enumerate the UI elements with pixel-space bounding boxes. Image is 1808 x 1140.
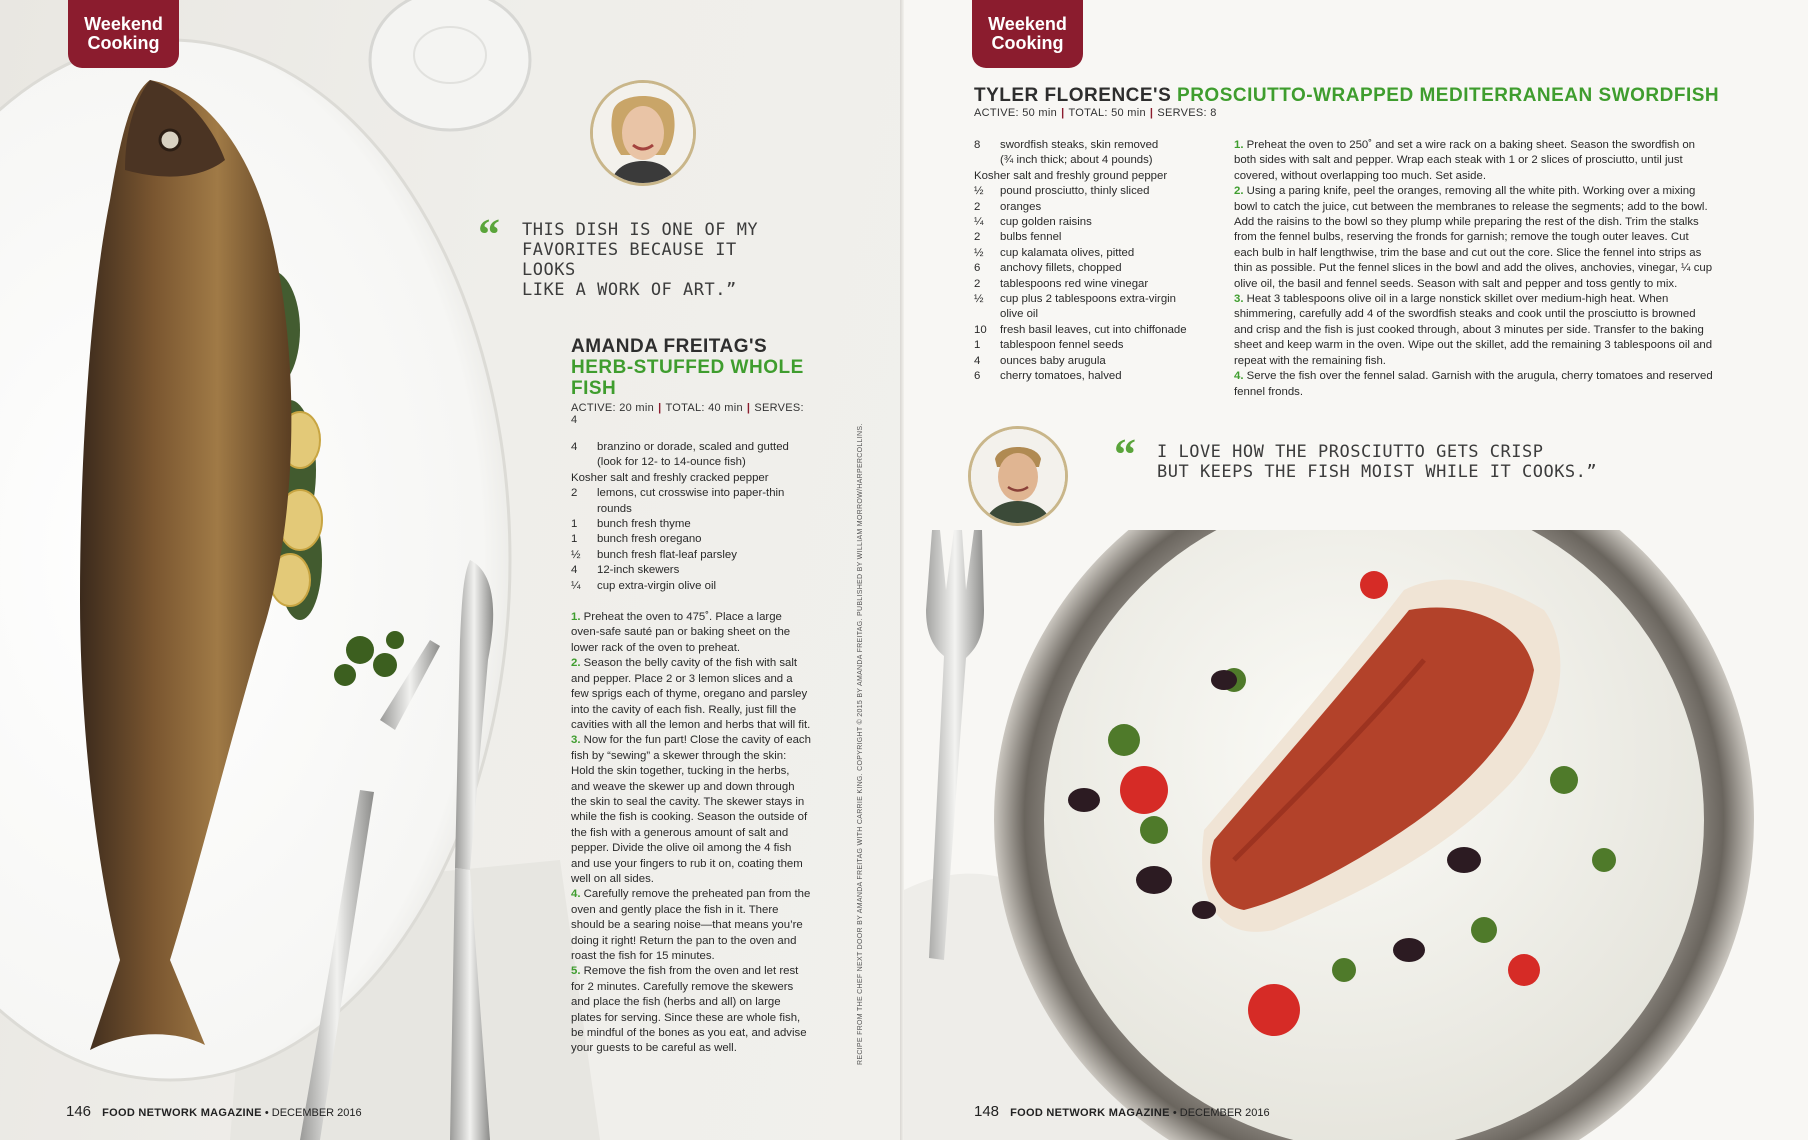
ingredient-quantity: 4 [974,354,981,367]
ingredient-quantity: 1 [571,518,578,531]
ingredient-text: rounds [597,502,632,515]
ingredient-quantity: 2 [571,487,578,500]
ingredient-quantity: 1 [974,339,981,352]
quote-line: THIS DISH IS ONE OF MY [522,220,759,240]
ingredient-quantity: ¼ [571,579,581,592]
meta-total: TOTAL: 40 min [665,402,743,414]
ingredient-item [974,338,1214,353]
section-tab-line1: Weekend [988,14,1067,34]
section-tab [68,0,179,68]
method-step [571,733,811,887]
ingredient-text: cherry tomatoes, halved [1000,370,1122,383]
ingredient-text: lemons, cut crosswise into paper-thin [597,487,785,500]
page-footer [974,1103,1270,1120]
ingredient-text: 12-inch skewers [597,564,680,577]
method-steps [1234,138,1714,400]
chef-headshot-tyler [968,426,1068,526]
quote-line: I LOVE HOW THE PROSCIUTTO GETS CRISP [1157,442,1544,462]
section-tab-line1: Weekend [84,14,163,34]
ingredient-item [974,323,1214,338]
step-number: 3. [571,734,584,747]
step-text: Heat 3 tablespoons olive oil in a large nonstick skillet over medium-high heat. When shimmering, carefully add 4 of the swordfish steaks and cook until the prosciutto is browned and crisp and the fish is just cooked through, about 3 minutes per side. Transfer to the baking sheet and keep warm in the oven. Wipe out the skillet, add the remaining 3 tablespoons oil and repeat with the remaining fish. [1234,293,1713,367]
chef-headshot-amanda [590,80,696,186]
ingredient-text: tablespoons red wine vinegar [1000,277,1149,290]
ingredient-quantity [974,307,1000,322]
ingredient-quantity: 2 [974,277,981,290]
ingredient-text: ounces baby arugula [1000,354,1106,367]
ingredient-item [974,153,1214,168]
ingredient-item [974,215,1214,230]
ingredient-text: fresh basil leaves, cut into chiffonade [1000,323,1187,336]
quote-line: LIKE A WORK OF ART.” [522,280,737,300]
ingredient-item [571,579,811,594]
ingredient-list [571,440,811,594]
ingredient-item [571,563,811,578]
ingredient-quantity: 2 [974,231,981,244]
ingredient-item [571,440,811,455]
ingredient-item [571,502,811,517]
method-step [1234,184,1714,292]
ingredient-quantity: ¼ [974,216,984,229]
ingredient-text: Kosher salt and freshly ground pepper [974,169,1168,182]
method-steps [571,610,811,1057]
step-number: 4. [1234,370,1247,383]
step-number: 1. [1234,139,1247,151]
ingredient-quantity [571,502,597,517]
step-text: Serve the fish over the fennel salad. Garnish with the arugula, cherry tomatoes and reserved fennel fronds. [1234,370,1713,398]
magazine-name: FOOD NETWORK MAGAZINE [1010,1107,1170,1119]
ingredient-quantity: 10 [974,323,987,336]
ingredient-item [974,307,1214,322]
page-footer [66,1103,362,1120]
ingredient-item [571,532,811,547]
ingredient-quantity [571,455,597,470]
step-number: 2. [1234,185,1247,198]
ingredient-item [571,471,811,486]
ingredient-item [974,292,1214,307]
recipe-header [974,85,1774,119]
pull-quote [1157,442,1677,482]
ingredient-text: oranges [1000,200,1042,213]
recipe-credit: RECIPE FROM THE CHEF NEXT DOOR BY AMANDA FREITAG WITH CARRIE KING. COPYRIGHT © 2015 BY AMANDA FREITAG. PUBLISHED BY WILLIAM MORROW/HARPERCOLLINS. [857,423,864,1065]
ingredient-item [571,486,811,501]
step-text: Carefully remove the preheated pan from the oven and gently place the fish in it. There should be a searing noise—that means you’re doing it right! Return the pan to the oven and roast the fish for 15 minutes. [571,888,811,962]
recipe-name: PROSCIUTTO-WRAPPED MEDITERRANEAN SWORDFISH [1177,85,1720,106]
issue-date: • DECEMBER 2016 [264,1107,362,1119]
ingredient-text: bulbs fennel [1000,231,1062,244]
ingredient-list [974,138,1214,385]
ingredient-text: branzino or dorade, scaled and gutted [597,441,789,453]
ingredient-text: cup extra-virgin olive oil [597,579,717,592]
step-number: 1. [571,611,584,624]
ingredient-quantity: 8 [974,139,981,151]
ingredient-text: cup golden raisins [1000,216,1092,229]
right-page [904,0,1808,1140]
ingredient-text: pound prosciutto, thinly sliced [1000,185,1150,198]
ingredient-text: bunch fresh flat-leaf parsley [597,548,737,561]
ingredient-item [571,455,811,470]
ingredient-item [974,277,1214,292]
swordfish-plate-photo [904,530,1808,1140]
ingredient-quantity: 4 [571,441,578,453]
step-number: 4. [571,888,584,901]
ingredient-text: bunch fresh thyme [597,518,691,531]
step-text: Preheat the oven to 475˚. Place a large oven-safe sauté pan or baking sheet on the lower rack of the oven to preheat. [571,611,791,654]
method-step [571,964,811,1056]
ingredient-quantity: ½ [974,293,984,306]
quote-mark-icon: “ [1114,430,1136,479]
method-step [571,610,811,656]
ingredient-item [974,246,1214,261]
quote-line: BUT KEEPS THE FISH MOIST WHILE IT COOKS.” [1157,462,1598,482]
ingredient-quantity: 2 [974,200,981,213]
ingredient-item [974,261,1214,276]
ingredient-text: cup plus 2 tablespoons extra-virgin [1000,293,1177,306]
meta-total: TOTAL: 50 min [1068,107,1146,119]
ingredient-text: Kosher salt and freshly cracked pepper [571,471,769,484]
ingredient-text: bunch fresh oregano [597,533,702,546]
ingredient-item [571,517,811,532]
ingredient-quantity: 4 [571,564,578,577]
page-number: 146 [66,1103,92,1120]
ingredient-text: (look for 12- to 14-ounce fish) [597,456,746,469]
section-tab-line2: Cooking [991,33,1064,53]
recipe-title [974,85,1774,106]
meta-serves: SERVES: 4 [571,402,804,426]
issue-date: • DECEMBER 2016 [1172,1107,1270,1119]
ingredient-item [974,138,1214,153]
meta-active: ACTIVE: 20 min [571,402,655,414]
recipe-meta: ACTIVE: 50 min | TOTAL: 50 min | SERVES: 8 [974,107,1217,119]
step-text: Preheat the oven to 250˚ and set a wire rack on a baking sheet. Season the swordfish on both sides with salt and pepper. Wrap each steak with 1 or 2 slices of prosciutto, until just covered, without overlapping too much. Set aside. [1234,139,1695,182]
step-number: 3. [1234,293,1247,306]
recipe-title: HERB-STUFFED WHOLE FISH [571,357,804,399]
section-tab [972,0,1083,68]
method-step [1234,138,1714,184]
ingredient-item [974,230,1214,245]
step-number: 5. [571,965,584,978]
step-number: 2. [571,657,584,670]
ingredient-quantity: ½ [571,548,581,561]
step-text: Using a paring knife, peel the oranges, removing all the white pith. Working over a mixing bowl to catch the juice, cut between the membranes to release the segments; add to the bowl. Add the raisins to the bowl so they plump while preparing the rest of the dish. Trim the stalks from the fennel bulbs, reserving the fronds for garnish; remove the tough outer leaves. Cut each bulb in half lengthwise, trim the base and cut out the core. Slice the fennel into strips as thin as possible. Put the fennel slices in the bowl and add the olives, anchovies, vinegar, ¼ cup olive oil, the basil and fennel seeds. Season with salt and pepper and toss gently to mix. [1234,185,1713,290]
ingredient-item [974,369,1214,384]
ingredient-item [571,548,811,563]
step-text: Remove the fish from the oven and let rest for 2 minutes. Carefully remove the skewers and place the fish (herbs and all) on large plates for serving. Since these are whole fish, be mindful of the bones as you eat, and advise your guests to be careful as well. [571,965,807,1055]
step-text: Now for the fun part! Close the cavity of each fish by “sewing” a skewer through the skin: Hold the skin together, tucking in the herbs, and weave the skewer up and down through the skin to seal the cavity. The skewer stays in while the fish is cooking. Season the outside of the fish with a generous amount of salt and pepper. Divide the olive oil among the 4 fish and use your fingers to rub it on, coating them well on all sides. [571,734,811,885]
ingredient-quantity: 1 [571,533,578,546]
recipe-block [571,336,811,1057]
ingredient-quantity: ½ [974,246,984,259]
ingredient-quantity [974,153,1000,168]
ingredient-text: (¾ inch thick; about 4 pounds) [1000,154,1153,167]
page-number: 148 [974,1103,1000,1120]
recipe-chef-name: AMANDA FREITAG'S [571,336,768,357]
ingredient-item [974,169,1214,184]
ingredient-quantity: 6 [974,262,981,275]
ingredient-text: olive oil [1000,308,1038,321]
ingredient-item [974,200,1214,215]
section-tab-line2: Cooking [87,33,160,53]
left-page [0,0,900,1140]
ingredient-quantity: ½ [974,185,984,198]
method-step [571,656,811,733]
quote-mark-icon: “ [478,210,500,259]
ingredient-text: anchovy fillets, chopped [1000,262,1122,275]
method-step [1234,292,1714,369]
quote-line: FAVORITES BECAUSE IT LOOKS [522,240,737,280]
ingredient-text: cup kalamata olives, pitted [1000,246,1135,259]
ingredient-text: swordfish steaks, skin removed [1000,139,1159,151]
meta-active: ACTIVE: 50 min [974,107,1058,119]
method-step [571,887,811,964]
recipe-meta: ACTIVE: 20 min | TOTAL: 40 min | SERVES: 4 [571,402,804,426]
recipe-chef-name: TYLER FLORENCE'S [974,85,1172,106]
magazine-name: FOOD NETWORK MAGAZINE [102,1107,262,1119]
ingredient-item [974,184,1214,199]
ingredient-item [974,354,1214,369]
meta-serves: SERVES: 8 [1157,107,1217,119]
method-step [1234,369,1714,400]
ingredient-text: tablespoon fennel seeds [1000,339,1124,352]
pull-quote [522,220,772,300]
ingredient-quantity: 6 [974,370,981,383]
step-text: Season the belly cavity of the fish with salt and pepper. Place 2 or 3 lemon slices and a few sprigs each of thyme, oregano and parsley into the cavity of each fish. Really, just fill the cavities with all the lemon and herbs that will fit. [571,657,811,731]
